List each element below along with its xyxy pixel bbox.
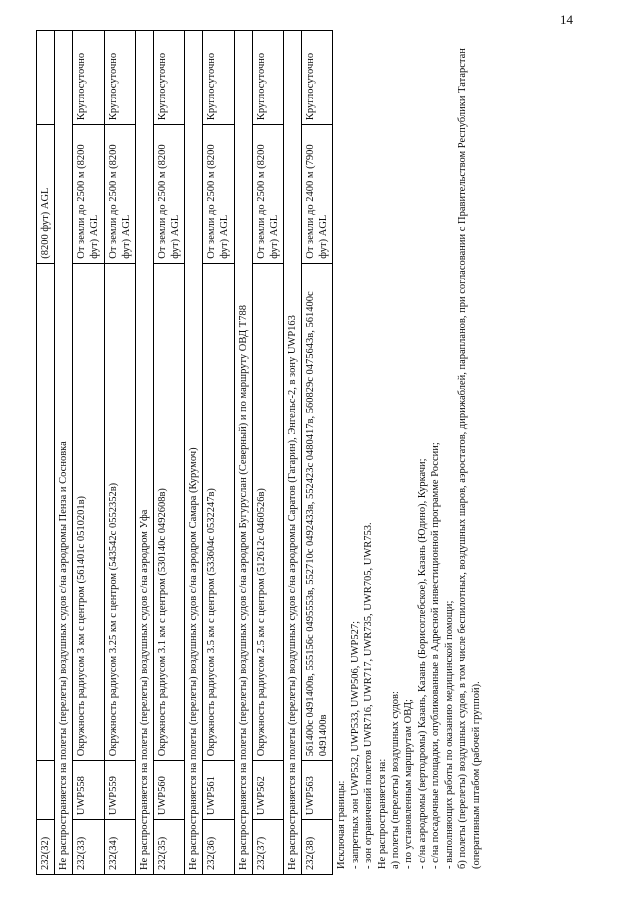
row-note-text: Не распространяется на полеты (перелеты) воздушных судов с/на аэродром Уфа	[135, 31, 153, 875]
footnote-line: а) полеты (перелеты) воздушных судов:	[390, 691, 401, 869]
row-note-text: Не распространяется на полеты (перелеты) воздушных судов с/на аэродром Самара (Курумоч)	[185, 31, 203, 875]
altitude-limit-cell: От земли до 2500 м (8200 фут) AGL	[153, 125, 184, 264]
table-row	[73, 31, 104, 875]
time-of-activity-cell: Круглосуточно	[104, 31, 135, 125]
footnote-line: - запретных зон UWP532, UWP533, UWP506, UWP527;	[349, 620, 361, 869]
row-number-cell: 232(36)	[203, 820, 234, 875]
zone-description-cell: Окружность радиусом 2.5 км с центром (512612с 0460526в)	[252, 263, 283, 761]
altitude-limit-cell: От земли до 2500 м (8200 фут) AGL	[252, 125, 283, 264]
footnote-line: - выполняющих работы по оказанию медицинской помощи;	[443, 600, 455, 869]
footnote-line: б) полеты (перелеты) воздушных судов, в том числе беспилотных, воздушных шаров, аэростатов, дирижаблей, парапланов, при согласовании с Правительством Республики Татарстан (оперативным штабом (рабочей группой).	[457, 48, 482, 869]
zone-description-cell: Окружность радиусом 3 км с центром (561401с 0510201в)	[73, 263, 104, 761]
zone-description-cell	[37, 263, 55, 761]
footnote-line: Не распространяется на:	[376, 758, 388, 869]
table-row	[153, 31, 184, 875]
zone-description-cell: 561400с 0491400в, 555156с 0495553в, 552710с 0492433в, 552423с 0480417в, 560829с 0475643в, 561400с 0491400в	[302, 263, 333, 761]
time-of-activity-cell: Круглосуточно	[302, 31, 333, 125]
altitude-limit-cell: (8200 фут) AGL	[37, 125, 55, 264]
zone-code-cell	[37, 761, 55, 820]
row-number-cell: 232(35)	[153, 820, 184, 875]
rotated-table-sheet	[36, 30, 616, 875]
altitude-limit-cell: От земли до 2500 м (8200 фут) AGL	[203, 125, 234, 264]
row-note-text: Не распространяется на полеты (перелеты) воздушных судов с/на аэродром Бугуруслан (Северный) и по маршруту ОВД Т788	[234, 31, 252, 875]
airspace-restrictions-table	[36, 30, 333, 875]
altitude-limit-cell: От земли до 2500 м (8200 фут) AGL	[73, 125, 104, 264]
zone-description-cell: Окружность радиусом 3.5 км с центром (533604с 0532247в)	[203, 263, 234, 761]
footnote-line: - с/на посадочные площадки, опубликованные в Адресной инвестиционной программе России;	[430, 442, 442, 869]
time-of-activity-cell: Круглосуточно	[73, 31, 104, 125]
row-note-text: Не распространяется на полеты (перелеты) воздушных судов с/на аэродромы Пенза и Сосновка	[55, 31, 73, 875]
zone-code-cell: UWP563	[302, 761, 333, 820]
table-row	[203, 31, 234, 875]
table-footnotes	[333, 30, 483, 875]
zone-code-cell: UWP560	[153, 761, 184, 820]
time-of-activity-cell	[37, 31, 55, 125]
row-number-cell: 232(34)	[104, 820, 135, 875]
altitude-limit-cell: От земли до 2400 м (7900 фут) AGL	[302, 125, 333, 264]
table-row	[104, 31, 135, 875]
zone-description-cell: Окружность радиусом 3.1 км с центром (530140с 0492608в)	[153, 263, 184, 761]
footnote-line: Исключая границы:	[336, 780, 348, 869]
table-note-row	[185, 31, 203, 875]
footnote-line: - по установленным маршрутам ОВД;	[403, 699, 415, 869]
zone-code-cell: UWP559	[104, 761, 135, 820]
row-number-cell: 232(33)	[73, 820, 104, 875]
time-of-activity-cell: Круглосуточно	[252, 31, 283, 125]
row-number-cell: 232(32)	[37, 820, 55, 875]
time-of-activity-cell: Круглосуточно	[153, 31, 184, 125]
table-row	[37, 31, 55, 875]
time-of-activity-cell: Круглосуточно	[203, 31, 234, 125]
table-row	[302, 31, 333, 875]
zone-code-cell: UWP561	[203, 761, 234, 820]
footnote-line: - зон ограничений полетов UWR716, UWR717, UWR735, UWR705, UWR753.	[363, 522, 375, 869]
table-note-row	[283, 31, 301, 875]
row-number-cell: 232(38)	[302, 820, 333, 875]
zone-code-cell: UWP558	[73, 761, 104, 820]
page-number: 14	[560, 12, 573, 27]
row-note-text: Не распространяется на полеты (перелеты) воздушных судов с/на аэродромы Саратов (Гагарин), Энгельс-2, в зону UWP163	[283, 31, 301, 875]
zone-description-cell: Окружность радиусом 3.25 км с центром (543542с 0552352в)	[104, 263, 135, 761]
table-note-row	[234, 31, 252, 875]
footnote-line: - с/на аэродромы (вертодромы) Казань, Казань (Борисоглебское), Казань (Юдино), Куркачи;	[416, 458, 428, 869]
table-note-row	[135, 31, 153, 875]
table-note-row	[55, 31, 73, 875]
row-number-cell: 232(37)	[252, 820, 283, 875]
zone-code-cell: UWP562	[252, 761, 283, 820]
table-row	[252, 31, 283, 875]
altitude-limit-cell: От земли до 2500 м (8200 фут) AGL	[104, 125, 135, 264]
